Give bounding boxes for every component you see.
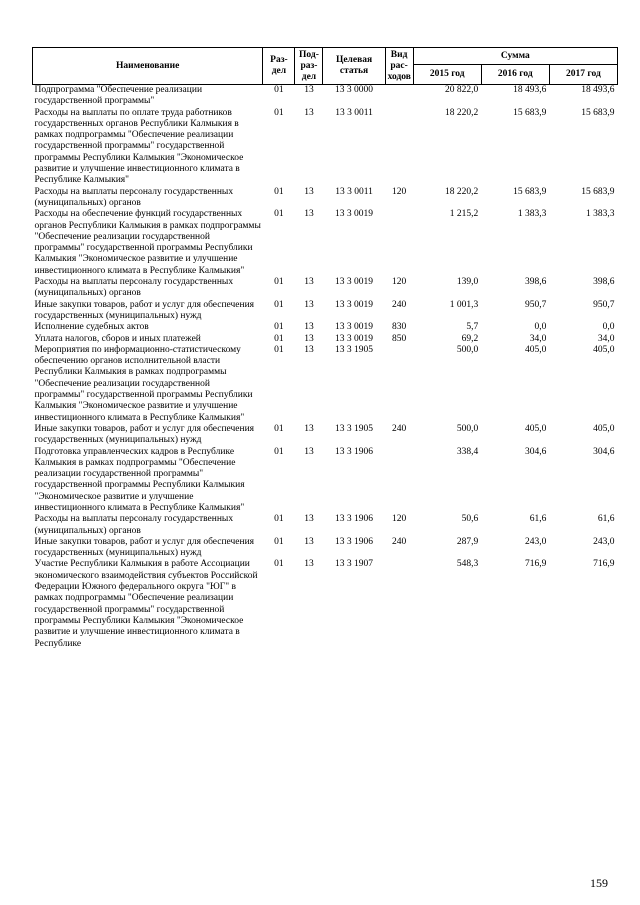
row-target-article: 13 3 1907 bbox=[335, 559, 374, 570]
row-sum-2017: 15 683,9 bbox=[581, 107, 615, 118]
row-expense-type bbox=[385, 559, 413, 649]
table-header bbox=[33, 48, 618, 85]
row-sum-2016: 304,6 bbox=[524, 446, 547, 457]
row-podrazdel: 13 bbox=[304, 536, 314, 547]
row-sum-2016: 1 383,3 bbox=[517, 209, 547, 220]
row-razdel: 01 bbox=[274, 446, 284, 457]
row-name: Расходы на выплаты персоналу государственных (муниципальных) органов bbox=[34, 277, 234, 299]
row-podrazdel: 13 bbox=[304, 446, 314, 457]
row-podrazdel: 13 bbox=[304, 299, 314, 310]
row-expense-type: 120 bbox=[391, 514, 407, 525]
row-name: Расходы на выплаты персоналу государственных (муниципальных) органов bbox=[34, 186, 234, 208]
row-podrazdel: 13 bbox=[304, 514, 314, 525]
row-sum-2016: 405,0 bbox=[524, 344, 547, 355]
row-expense-type: 240 bbox=[391, 423, 407, 434]
row-razdel: 01 bbox=[274, 322, 284, 333]
row-razdel: 01 bbox=[274, 186, 284, 197]
row-name: Иные закупки товаров, работ и услуг для обеспечения государственных (муниципальных) нужд bbox=[34, 423, 255, 446]
row-sum-2015: 18 220,2 bbox=[444, 107, 479, 118]
row-razdel: 01 bbox=[274, 107, 284, 118]
row-expense-type: 240 bbox=[391, 536, 407, 547]
row-podrazdel: 13 bbox=[304, 344, 314, 355]
row-razdel: 01 bbox=[274, 536, 284, 547]
row-name: Мероприятия по информационно-статистическому обеспечению органов исполнительной власти Республики Калмыкия в рамках подпрограммы "Обеспечение реализации государственной программы" государственной программы Республики Калмыкия "Экономическое развитие и улучшение инвестиционного климата в Республике Калмыкия" bbox=[34, 344, 253, 423]
row-sum-2015: 1 001,3 bbox=[449, 299, 479, 310]
row-sum-2017: 716,9 bbox=[593, 559, 615, 570]
row-sum-2017: 304,6 bbox=[593, 446, 615, 457]
row-expense-type bbox=[385, 209, 413, 277]
row-razdel: 01 bbox=[274, 344, 284, 355]
row-sum-2017: 18 493,6 bbox=[581, 85, 615, 95]
row-name: Иные закупки товаров, работ и услуг для обеспечения государственных (муниципальных) нужд bbox=[34, 536, 255, 559]
row-podrazdel: 13 bbox=[304, 209, 314, 220]
row-sum-2017: 61,6 bbox=[597, 514, 615, 525]
row-target-article: 13 3 0019 bbox=[335, 299, 374, 310]
row-target-article: 13 3 1906 bbox=[335, 514, 374, 525]
row-sum-2017: 1 383,3 bbox=[586, 209, 615, 220]
table-row bbox=[33, 209, 618, 277]
row-razdel: 01 bbox=[274, 514, 284, 525]
row-name: Расходы на выплаты по оплате труда работников государственных органов Республики Калмыкия в рамках подпрограммы "Обеспечение реализации государственной программы" государственной программы Республики Калмыкия "Экономическое развитие и улучшение инвестиционного климата в Республике Калмыкия" bbox=[34, 107, 244, 186]
header-sum: Сумма bbox=[413, 48, 617, 65]
row-sum-2015: 287,9 bbox=[456, 536, 479, 547]
row-sum-2016: 18 493,6 bbox=[513, 85, 547, 95]
row-razdel: 01 bbox=[274, 277, 284, 288]
row-target-article: 13 3 1906 bbox=[335, 536, 374, 547]
table-row bbox=[33, 322, 618, 333]
row-sum-2017: 950,7 bbox=[593, 299, 615, 310]
row-target-article: 13 3 0019 bbox=[335, 333, 374, 344]
row-sum-2015: 50,6 bbox=[461, 514, 479, 525]
row-target-article: 13 3 1905 bbox=[335, 344, 374, 355]
table-body bbox=[33, 85, 618, 650]
table-row bbox=[33, 424, 618, 447]
row-expense-type bbox=[385, 447, 413, 515]
table-row bbox=[33, 514, 618, 537]
row-expense-type bbox=[385, 108, 413, 187]
page-number: 159 bbox=[590, 876, 608, 890]
header-name: Наименование bbox=[33, 48, 263, 85]
row-podrazdel: 13 bbox=[304, 423, 314, 434]
row-sum-2016: 398,6 bbox=[524, 277, 547, 288]
row-razdel: 01 bbox=[274, 85, 284, 95]
row-sum-2016: 950,7 bbox=[524, 299, 547, 310]
row-name: Расходы на обеспечение функций государственных органов Республики Калмыкия в рамках подпрограммы "Обеспечение реализации государственной программы" государственной программы Республики Калмыкия "Экономическое развитие и улучшение инвестиционного климата в Республике Калмыкия" bbox=[34, 209, 261, 276]
table-row bbox=[33, 187, 618, 210]
row-sum-2016: 405,0 bbox=[524, 423, 547, 434]
row-razdel: 01 bbox=[274, 423, 284, 434]
row-sum-2016: 0,0 bbox=[534, 322, 547, 333]
row-target-article: 13 3 1906 bbox=[335, 446, 374, 457]
row-target-article: 13 3 0011 bbox=[335, 186, 373, 197]
table-row bbox=[33, 345, 618, 424]
row-sum-2015: 500,0 bbox=[456, 423, 479, 434]
table-row bbox=[33, 559, 618, 649]
row-sum-2017: 405,0 bbox=[593, 344, 615, 355]
row-name: Уплата налогов, сборов и иных платежей bbox=[34, 333, 201, 344]
row-expense-type: 240 bbox=[391, 299, 407, 310]
row-podrazdel: 13 bbox=[304, 186, 314, 197]
row-name: Расходы на выплаты персоналу государственных (муниципальных) органов bbox=[34, 514, 234, 536]
row-expense-type: 850 bbox=[391, 333, 407, 344]
row-expense-type bbox=[385, 85, 413, 108]
row-podrazdel: 13 bbox=[304, 85, 314, 95]
row-razdel: 01 bbox=[274, 209, 284, 220]
row-sum-2017: 0,0 bbox=[602, 322, 615, 333]
table-row bbox=[33, 108, 618, 187]
row-expense-type: 120 bbox=[391, 186, 407, 197]
table-row bbox=[33, 447, 618, 515]
row-name: Подготовка управленческих кадров в Республике Калмыкия в рамках подпрограммы "Обеспечение реализации государственной программы" государственной программы Республики Калмыкия "Экономическое развитие и улучшение инвестиционного климата в Республике Калмыкия" bbox=[34, 446, 245, 513]
header-podrazdel: Под- раз- дел bbox=[295, 48, 323, 85]
row-razdel: 01 bbox=[274, 559, 284, 570]
row-sum-2016: 716,9 bbox=[524, 559, 547, 570]
row-name: Подпрограмма "Обеспечение реализации государственной программы" bbox=[34, 85, 203, 107]
row-name: Иные закупки товаров, работ и услуг для обеспечения государственных (муниципальных) нужд bbox=[34, 299, 255, 321]
header-target-article: Целевая статья bbox=[323, 48, 385, 85]
row-target-article: 13 3 0019 bbox=[335, 277, 374, 288]
row-target-article: 13 3 0019 bbox=[335, 322, 374, 333]
row-expense-type: 120 bbox=[391, 277, 407, 288]
row-sum-2015: 500,0 bbox=[456, 344, 479, 355]
row-sum-2017: 398,6 bbox=[593, 277, 615, 288]
row-sum-2015: 548,3 bbox=[456, 559, 479, 570]
row-sum-2017: 15 683,9 bbox=[581, 186, 615, 197]
header-year-2017: 2017 год bbox=[549, 65, 617, 85]
table-row bbox=[33, 334, 618, 345]
row-podrazdel: 13 bbox=[304, 277, 314, 288]
row-sum-2015: 338,4 bbox=[456, 446, 479, 457]
row-sum-2017: 34,0 bbox=[597, 333, 615, 344]
header-razdel: Раз- дел bbox=[263, 48, 295, 85]
row-sum-2017: 243,0 bbox=[593, 536, 615, 547]
row-sum-2015: 5,7 bbox=[466, 322, 479, 333]
row-target-article: 13 3 1905 bbox=[335, 423, 374, 434]
table-row bbox=[33, 277, 618, 300]
row-sum-2016: 15 683,9 bbox=[513, 186, 547, 197]
table-row bbox=[33, 85, 618, 108]
row-sum-2015: 18 220,2 bbox=[444, 186, 479, 197]
row-podrazdel: 13 bbox=[304, 333, 314, 344]
row-sum-2016: 15 683,9 bbox=[513, 107, 547, 118]
header-year-2016: 2016 год bbox=[481, 65, 549, 85]
row-sum-2015: 69,2 bbox=[461, 333, 479, 344]
row-sum-2015: 139,0 bbox=[456, 277, 479, 288]
header-year-2015: 2015 год bbox=[413, 65, 481, 85]
row-target-article: 13 3 0019 bbox=[335, 209, 374, 220]
budget-table bbox=[32, 47, 618, 650]
row-name: Исполнение судебных актов bbox=[34, 322, 149, 333]
row-expense-type bbox=[385, 345, 413, 424]
row-razdel: 01 bbox=[274, 299, 284, 310]
row-sum-2015: 1 215,2 bbox=[449, 209, 479, 220]
row-sum-2015: 20 822,0 bbox=[444, 85, 479, 95]
row-podrazdel: 13 bbox=[304, 107, 314, 118]
row-target-article: 13 3 0000 bbox=[335, 85, 374, 95]
budget-sheet bbox=[32, 47, 618, 650]
row-sum-2016: 243,0 bbox=[524, 536, 547, 547]
table-row bbox=[33, 537, 618, 560]
row-podrazdel: 13 bbox=[304, 559, 314, 570]
row-sum-2016: 61,6 bbox=[529, 514, 547, 525]
row-sum-2016: 34,0 bbox=[529, 333, 547, 344]
header-expense-type: Вид рас- ходов bbox=[385, 48, 413, 85]
row-podrazdel: 13 bbox=[304, 322, 314, 333]
row-target-article: 13 3 0011 bbox=[335, 107, 373, 118]
table-row bbox=[33, 300, 618, 323]
row-sum-2017: 405,0 bbox=[593, 423, 615, 434]
row-razdel: 01 bbox=[274, 333, 284, 344]
row-expense-type: 830 bbox=[391, 322, 407, 333]
row-name: Участие Республики Калмыкия в работе Ассоциации экономического взаимодействия субъектов Российской Федерации Южного федерального округа "ЮГ" в рамках подпрограммы "Обеспечение реализации государственной программы" государственной программы Республики Калмыкия "Экономическое развитие и улучшение инвестиционного климата в Республике bbox=[34, 559, 258, 649]
